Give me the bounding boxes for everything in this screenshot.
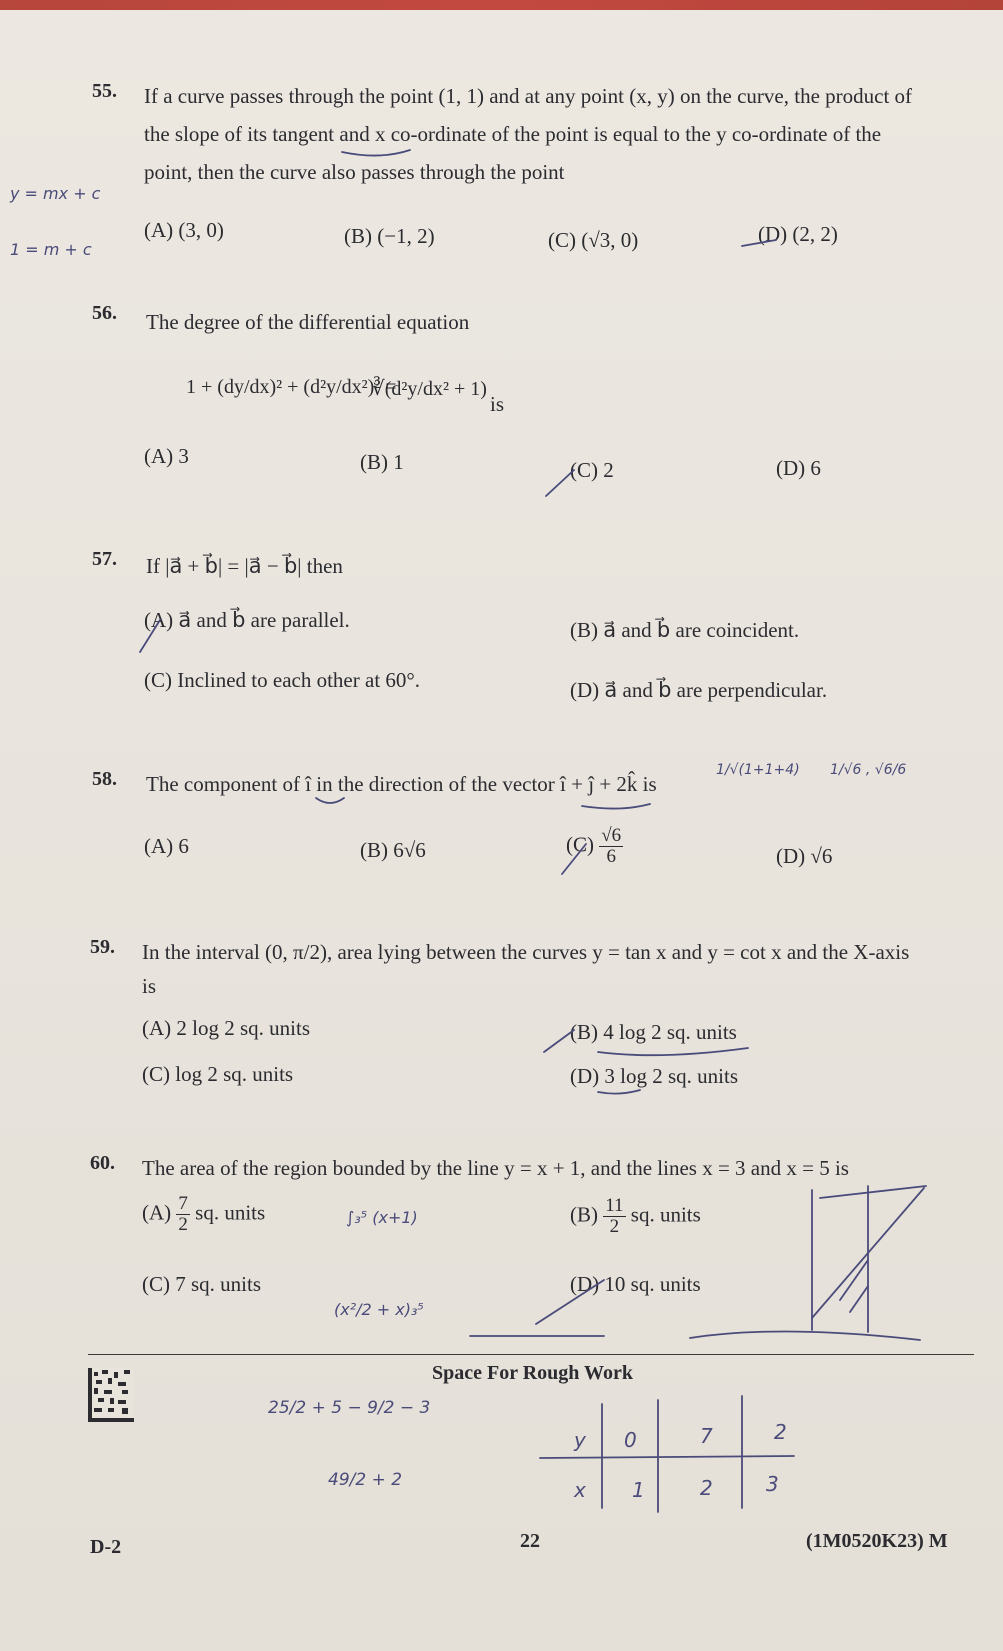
question-56-option-b[interactable]: (B) 1 (360, 450, 404, 474)
handwritten-rough-1: 25/2 + 5 − 9/2 − 3 (268, 1398, 431, 1418)
question-56-number: 56. (92, 302, 117, 324)
question-57-option-b[interactable]: (B) a⃗ and b⃗ are coincident. (570, 618, 800, 642)
footer-paper-code: (1M0520K23) M (806, 1530, 948, 1552)
question-58-option-a[interactable]: (A) 6 (144, 834, 189, 858)
handwritten-q60-eval: (x²/2 + x)₃⁵ (334, 1300, 424, 1319)
question-60-option-b-fraction (603, 1196, 625, 1237)
question-60-option-a[interactable] (142, 1194, 265, 1235)
table-cell-y2: 2 (774, 1420, 787, 1444)
question-55-option-d[interactable]: (D) (2, 2) (758, 222, 838, 246)
question-56-equation-suffix: is (490, 392, 505, 416)
table-cell-x0: 1 (632, 1478, 645, 1502)
handwritten-q60-integral: ∫₃⁵ (x+1) (346, 1208, 418, 1227)
question-57-option-a[interactable]: (A) a⃗ and b⃗ are parallel. (144, 608, 350, 632)
question-60-option-a-fraction (176, 1194, 190, 1235)
question-58-option-b[interactable]: (B) 6√6 (360, 838, 426, 862)
question-60-option-b-prefix: (B) (570, 1202, 598, 1227)
rough-work-label: Space For Rough Work (432, 1362, 633, 1384)
question-60-option-b-suffix: sq. units (630, 1202, 701, 1227)
handwritten-rough-2: 49/2 + 2 (328, 1470, 403, 1490)
page-number: 22 (520, 1530, 540, 1552)
question-60-text: The area of the region bounded by the line y = x + 1, and the lines x = 3 and x = 5 is (142, 1156, 849, 1180)
question-56-option-a[interactable]: (A) 3 (144, 444, 189, 468)
question-57-option-c[interactable]: (C) Inclined to each other at 60°. (144, 668, 421, 692)
footer-code: D-2 (90, 1536, 122, 1558)
datamatrix-code (88, 1368, 134, 1422)
question-58-option-c-fraction (599, 826, 623, 867)
question-55-line-1: If a curve passes through the point (1, 1) and at any point (x, y) on the curve, the product of (144, 84, 913, 108)
handwritten-q58-work-2: 1/√6 , √6/6 (830, 762, 907, 778)
question-60-option-d[interactable]: (D) 10 sq. units (570, 1272, 701, 1296)
handwritten-margin-1: y = mx + c (10, 184, 101, 203)
question-55-line-3: point, then the curve also passes through the point (144, 160, 565, 184)
question-58-option-c-denominator: 6 (606, 846, 616, 867)
question-56-equation-left: 1 + (dy/dx)² + (d²y/dx²)² = (186, 376, 397, 398)
question-57-number: 57. (92, 548, 117, 570)
question-58-option-c[interactable] (566, 826, 623, 867)
question-55-option-b[interactable]: (B) (−1, 2) (344, 224, 435, 248)
question-58-number: 58. (92, 768, 117, 790)
handwritten-q58-work: 1/√(1+1+4) (716, 762, 800, 778)
handwritten-margin-2: 1 = m + c (10, 240, 92, 259)
question-60-option-c[interactable]: (C) 7 sq. units (142, 1272, 262, 1296)
question-60-option-a-denominator: 2 (178, 1214, 188, 1235)
question-56-equation-right: ∛(d²y/dx² + 1) (372, 378, 487, 400)
table-cell-x2: 3 (766, 1472, 779, 1496)
question-60-option-a-suffix: sq. units (195, 1200, 266, 1225)
question-60-option-b[interactable] (570, 1196, 701, 1237)
question-60-option-b-denominator: 2 (609, 1216, 620, 1237)
question-60-option-a-prefix: (A) (142, 1200, 172, 1225)
question-56-option-c[interactable]: (C) 2 (570, 458, 614, 482)
question-59-line-2: is (142, 974, 157, 998)
table-cell-y0: 0 (624, 1428, 637, 1452)
question-55-option-c[interactable]: (C) (√3, 0) (548, 228, 639, 252)
question-58-option-d[interactable]: (D) √6 (776, 844, 833, 868)
question-59-option-c[interactable]: (C) log 2 sq. units (142, 1062, 294, 1086)
question-59-option-b[interactable]: (B) 4 log 2 sq. units (570, 1020, 737, 1044)
rough-work-divider (88, 1354, 974, 1355)
question-56-option-d[interactable]: (D) 6 (776, 456, 821, 480)
question-59-number: 59. (90, 936, 115, 958)
question-55-number: 55. (92, 80, 117, 102)
table-cell-y: y (574, 1428, 586, 1452)
page-top-band (0, 0, 1003, 10)
table-cell-x: x (574, 1478, 586, 1502)
question-55-line-2: the slope of its tangent and x co-ordinate of the point is equal to the y co-ordinate of the (144, 122, 882, 146)
table-cell-y1: 7 (700, 1424, 713, 1448)
question-59-line-1: In the interval (0, π/2), area lying between the curves y = tan x and y = cot x and the X-axis (142, 940, 910, 964)
question-58-option-c-numerator: √6 (601, 825, 622, 846)
question-59-option-a[interactable]: (A) 2 log 2 sq. units (142, 1016, 310, 1040)
question-57-text: If |a⃗ + b⃗| = |a⃗ − b⃗| then (146, 554, 343, 578)
question-56-text: The degree of the differential equation (146, 310, 470, 334)
question-60-number: 60. (90, 1152, 115, 1174)
question-58-option-c-prefix: (C) (566, 832, 594, 857)
question-57-option-d[interactable]: (D) a⃗ and b⃗ are perpendicular. (570, 678, 828, 702)
question-58-text: The component of î in the direction of the vector î + ĵ + 2k̂ is (146, 772, 657, 796)
question-59-option-d[interactable]: (D) 3 log 2 sq. units (570, 1064, 738, 1088)
question-60-option-b-numerator: 11 (605, 1195, 624, 1216)
question-55-option-a[interactable]: (A) (3, 0) (144, 218, 224, 242)
question-60-option-a-numerator: 7 (178, 1193, 188, 1214)
table-cell-x1: 2 (700, 1476, 713, 1500)
